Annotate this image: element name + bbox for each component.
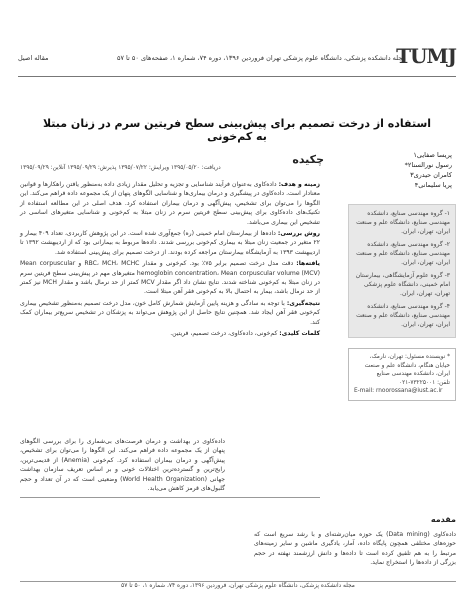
author-column bbox=[348, 150, 456, 401]
corresponding-email[interactable]: E-mail: rnoorossana@iust.ac.ir bbox=[354, 388, 443, 394]
affiliation: ۳- گروه علوم آزمایشگاهی، بیمارستان امام خمینی، دانشگاه علوم پزشکی تهران، تهران، ایران. bbox=[355, 272, 450, 297]
article-title: استفاده از درخت تصمیم برای پیش‌بینی سطح فریتین سرم در زنان مبتلا به کم‌خونی bbox=[42, 117, 432, 143]
abstract-results bbox=[20, 259, 320, 297]
section-label: نتیجه‌گیری: bbox=[286, 299, 321, 307]
journal-logo: TUMJ bbox=[396, 44, 456, 68]
journal-header bbox=[18, 44, 456, 78]
keywords-label: کلمات کلیدی: bbox=[279, 330, 320, 338]
section-text: دقت مدل درخت تصمیم برابر ۷۵٪ بود. کم‌خونی و مقدار RBC، MCH، MCHC و Mean corpuscular hemoglobin concentration، Mean corpuscular volume (MCV) متغیرهای مهم در پیش‌بینی سطح فریتین سرم در زنان مبتلا به کم‌خونی شناخته شدند. نتایج نشان داد اگر مقدار MCV کمتر از حد نرمال باشد و مقدار MCH نیز کمتر از حد نرمال باشد، بیمار به احتمال بالا به کم‌خونی فقر آهن مبتلا است. bbox=[20, 260, 320, 296]
intro-heading: مقدمه bbox=[430, 515, 456, 524]
intro-right-column: داده‌کاوی (Data mining) یک حوزه میان‌رشته‌ای و با رشد سریع است که حوزه‌های مختلفی همچون پایگاه داده، آمار، یادگیری ماشین و سایر زمینه‌های مرتبط را به هم تلفیق کرده است تا داده‌ها و دانش ارزشمند نهفته در حجم بزرگی از داده‌ها را استخراج نماید. bbox=[254, 531, 456, 567]
section-label: زمینه و هدف: bbox=[278, 181, 321, 188]
section-divider bbox=[20, 497, 320, 498]
corresponding-tel: تلفن: ۷۳۲۲۵۰۰۱-۰۲۱ bbox=[398, 379, 450, 386]
keywords bbox=[20, 329, 320, 338]
affiliation: ۲- گروه مهندسی صنایع، دانشکده مهندسی صنایع، دانشگاه علم و صنعت ایران، تهران، ایران. bbox=[356, 241, 450, 266]
abstract-body bbox=[20, 180, 320, 341]
section-text: با توجه به سادگی و هزینه پایین آزمایش شمارش کامل خون، مدل درخت تصمیم به‌منظور تشخیص بیماری کم‌خونی فقر آهن ایجاد شد. همچنین نتایج حاصل از این پژوهش می‌تواند به پزشکان در تشخیص سریع‌تر بیماران کمک کند. bbox=[20, 299, 320, 326]
corresponding-address: * نویسنده مسئول: تهران، نارمک، خیابان هنگام، دانشگاه علم و صنعت ایران، دانشکده مهندسی صنایع bbox=[364, 354, 450, 377]
section-label: یافته‌ها: bbox=[296, 260, 320, 268]
keywords-text: کم‌خونی، داده‌کاوی، درخت تصمیم، فریتین. bbox=[170, 330, 278, 338]
intro-left-column: داده‌کاوی در بهداشت و درمان فرصت‌های بی‌شماری را برای بررسی الگوهای پنهان از یک مجموعه داده فراهم می‌کند. این الگوها را می‌توان برای تشخیص، پیش‌آگهی و درمان بیماران استفاده کرد. کم‌خونی (Anemia) از قدیمی‌ترین، رایج‌ترین و گسترده‌ترین اختلالات خونی و بر اساس تعریف سازمان بهداشت جهانی (World Health Organization) وضعیتی است که در آن تعداد و حجم گلبول‌های قرمز کاهش می‌یابد. bbox=[20, 438, 225, 493]
article-type: مقاله اصیل bbox=[18, 54, 49, 62]
section-label: روش بررسی: bbox=[277, 230, 320, 238]
journal-citation: مجله دانشکده پزشکی، دانشگاه علوم پزشکی تهران فروردین ۱۳۹۶، دوره ۷۴، شماره ۱، صفحه‌های ۵۰ تا ۵۷ bbox=[117, 54, 406, 62]
author-name: رسول نورالسنا۲* bbox=[404, 161, 452, 169]
affiliations-box bbox=[348, 204, 456, 338]
affiliation: ۴- گروه مهندسی صنایع، دانشکده مهندسی صنایع، دانشگاه علم و صنعت ایران، تهران، ایران. bbox=[356, 303, 450, 328]
abstract-heading: چکیده bbox=[292, 153, 324, 166]
abstract-conclusion bbox=[20, 299, 320, 327]
header-rule bbox=[18, 76, 456, 77]
page-footer: مجله دانشکده پزشکی، دانشگاه علوم پزشکی تهران، فروردین ۱۳۹۶، دوره ۷۴، شماره ۱، ۵۰ تا ۵۷ bbox=[121, 583, 355, 589]
abstract-background bbox=[20, 180, 320, 227]
affiliation: ۱- گروه مهندسی صنایع، دانشکده مهندسی صنایع، دانشگاه علم و صنعت ایران، تهران، ایران. bbox=[356, 210, 450, 235]
author-name: پریا سلیمانی۴ bbox=[414, 181, 452, 189]
section-text: داده‌ها از بیمارستان امام خمینی (ره) جمع‌آوری شده است. در این پژوهش کاربردی، تعداد ۴۰۹ بیمار و ۲۲ متغیر در جمعیت زنان مبتلا به بیماری کم‌خونی بررسی شدند. داده‌ها مربوط به بیمارانی بود که از اردیبهشت ۱۳۹۲ تا اردیبهشت ۱۳۹۳ به آزمایشگاه بیمارستان مراجعه کرده بودند. از درخت تصمیم برای پیش‌بینی استفاده شد. bbox=[20, 230, 320, 256]
abstract-methods bbox=[20, 229, 320, 257]
author-name: پریسا صفایی۱ bbox=[413, 151, 452, 159]
section-text: داده‌کاوی به‌عنوان فرآیند شناسایی و تجزیه و تحلیل مقدار زیادی داده به‌منظور یافتن راهکارها و قوانین معنادار است. داده‌کاوی در پیشگیری و درمان بیماری‌ها و شناسایی الگوهای پنهان از یک مجموعه داده فراهم می‌کند. این الگوها را می‌توان برای تشخیص، پیش‌آگهی و درمان بیماران استفاده کرد. هدف اصلی در این مطالعه استفاده از تکنیک‌های داده‌کاوی برای پیش‌بینی سطح فریتین سرم در زنان مبتلا به کم‌خونی و شناسایی متغیرهای اساسی در تشخیص این بیماری می‌باشد. bbox=[20, 181, 320, 226]
corresponding-author-box bbox=[348, 348, 456, 401]
footer-rule bbox=[20, 581, 456, 582]
article-dates: دریافت: ۱۳۹۵/۰۵/۲۰ ویرایش: ۱۳۹۵/۰۷/۲۲ پذیرش: ۱۳۹۵/۰۹/۲۹ آنلاین: ۱۳۹۵/۰۹/۲۹ bbox=[20, 165, 221, 171]
author-name: کامران حیدری۳ bbox=[410, 171, 452, 179]
